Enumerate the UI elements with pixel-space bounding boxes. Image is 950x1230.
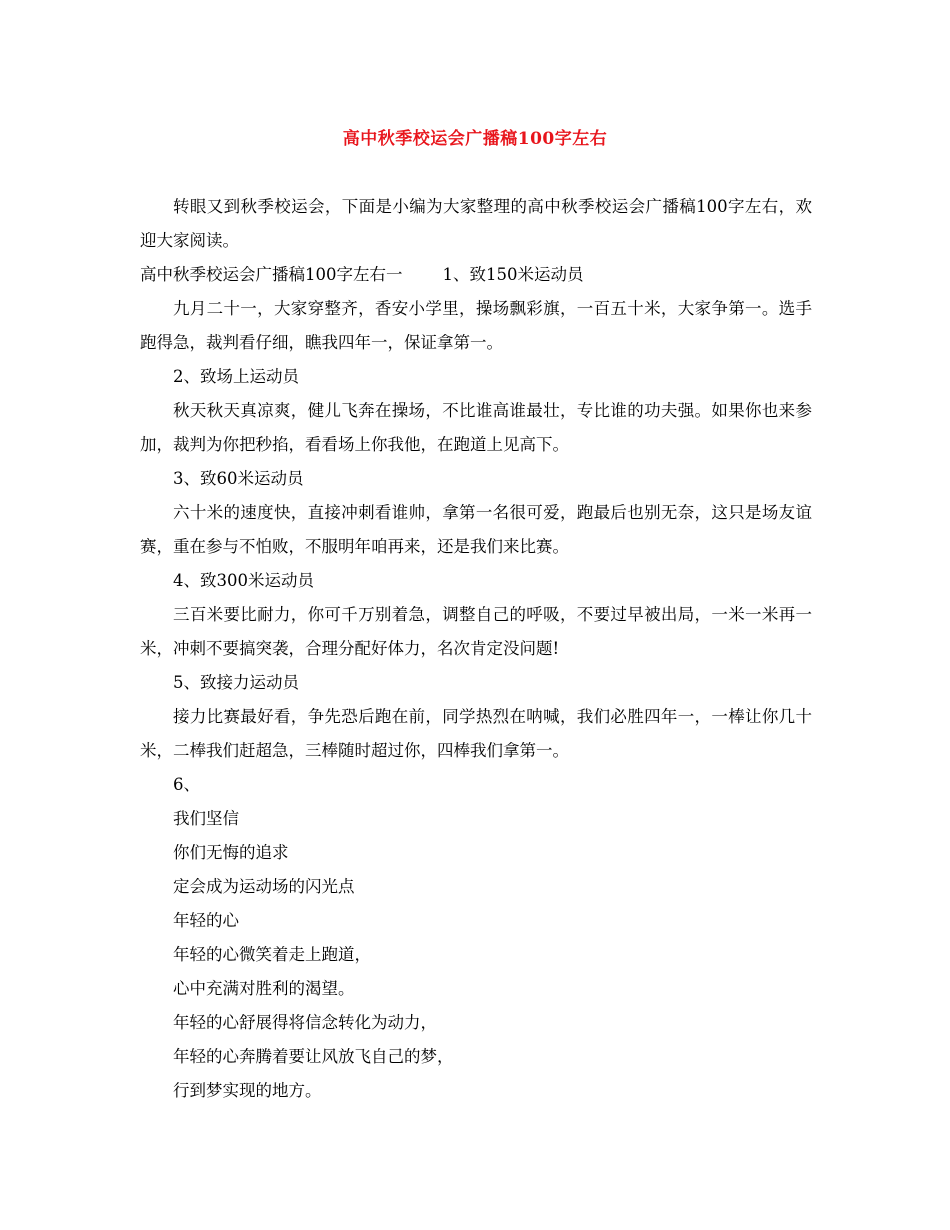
poem-line: 年轻的心 <box>173 911 239 930</box>
poem-line: 行到梦实现的地方。 <box>173 1081 322 1100</box>
item4-heading: 4、致300米运动员 <box>173 571 314 590</box>
item1-paragraph: 九月二十一，大家穿整齐，香安小学里，操场飘彩旗，一百五十米，大家争第一。选手跑得急，裁判看仔细，瞧我四年一，保证拿第一。 <box>140 299 812 352</box>
poem-line: 你们无悔的追求 <box>173 843 289 862</box>
item6-heading: 6、 <box>173 775 200 794</box>
poem-block <box>140 802 812 1108</box>
section-heading: 高中秋季校运会广播稿100字左右一 <box>140 265 403 284</box>
item1-heading: 1、致150米运动员 <box>442 265 584 284</box>
poem-line: 年轻的心微笑着走上跑道， <box>173 945 371 964</box>
poem-line: 心中充满对胜利的渴望。 <box>173 979 355 998</box>
document-title: 高中秋季校运会广播稿100字左右 <box>342 129 608 149</box>
poem-line: 定会成为运动场的闪光点 <box>173 877 355 896</box>
item5-paragraph: 接力比赛最好看，争先恐后跑在前，同学热烈在呐喊，我们必胜四年一，一棒让你几十米，二棒我们赶超急，三棒随时超过你，四棒我们拿第一。 <box>140 707 812 760</box>
poem-line: 我们坚信 <box>173 809 239 828</box>
document-body <box>140 190 812 1108</box>
item5-heading: 5、致接力运动员 <box>173 673 299 692</box>
item2-heading: 2、致场上运动员 <box>173 367 299 386</box>
item2-paragraph: 秋天秋天真凉爽，健儿飞奔在操场，不比谁高谁最壮，专比谁的功夫强。如果你也来参加，裁判为你把秒掐，看看场上你我他，在跑道上见高下。 <box>140 401 812 454</box>
poem-line: 年轻的心舒展得将信念转化为动力， <box>173 1013 437 1032</box>
item3-paragraph: 六十米的速度快，直接冲刺看谁帅，拿第一名很可爱，跑最后也别无奈，这只是场友谊赛，重在参与不怕败，不服明年咱再来，还是我们来比赛。 <box>140 503 812 556</box>
item4-paragraph: 三百米要比耐力，你可千万别着急，调整自己的呼吸，不要过早被出局，一米一米再一米，冲刺不要搞突袭，合理分配好体力，名次肯定没问题! <box>140 605 812 658</box>
intro-paragraph: 转眼又到秋季校运会，下面是小编为大家整理的高中秋季校运会广播稿100字左右，欢迎大家阅读。 <box>140 197 812 250</box>
poem-line: 年轻的心奔腾着要让风放飞自己的梦， <box>173 1047 454 1066</box>
section-heading-line <box>140 258 812 292</box>
item3-heading: 3、致60米运动员 <box>173 469 304 488</box>
